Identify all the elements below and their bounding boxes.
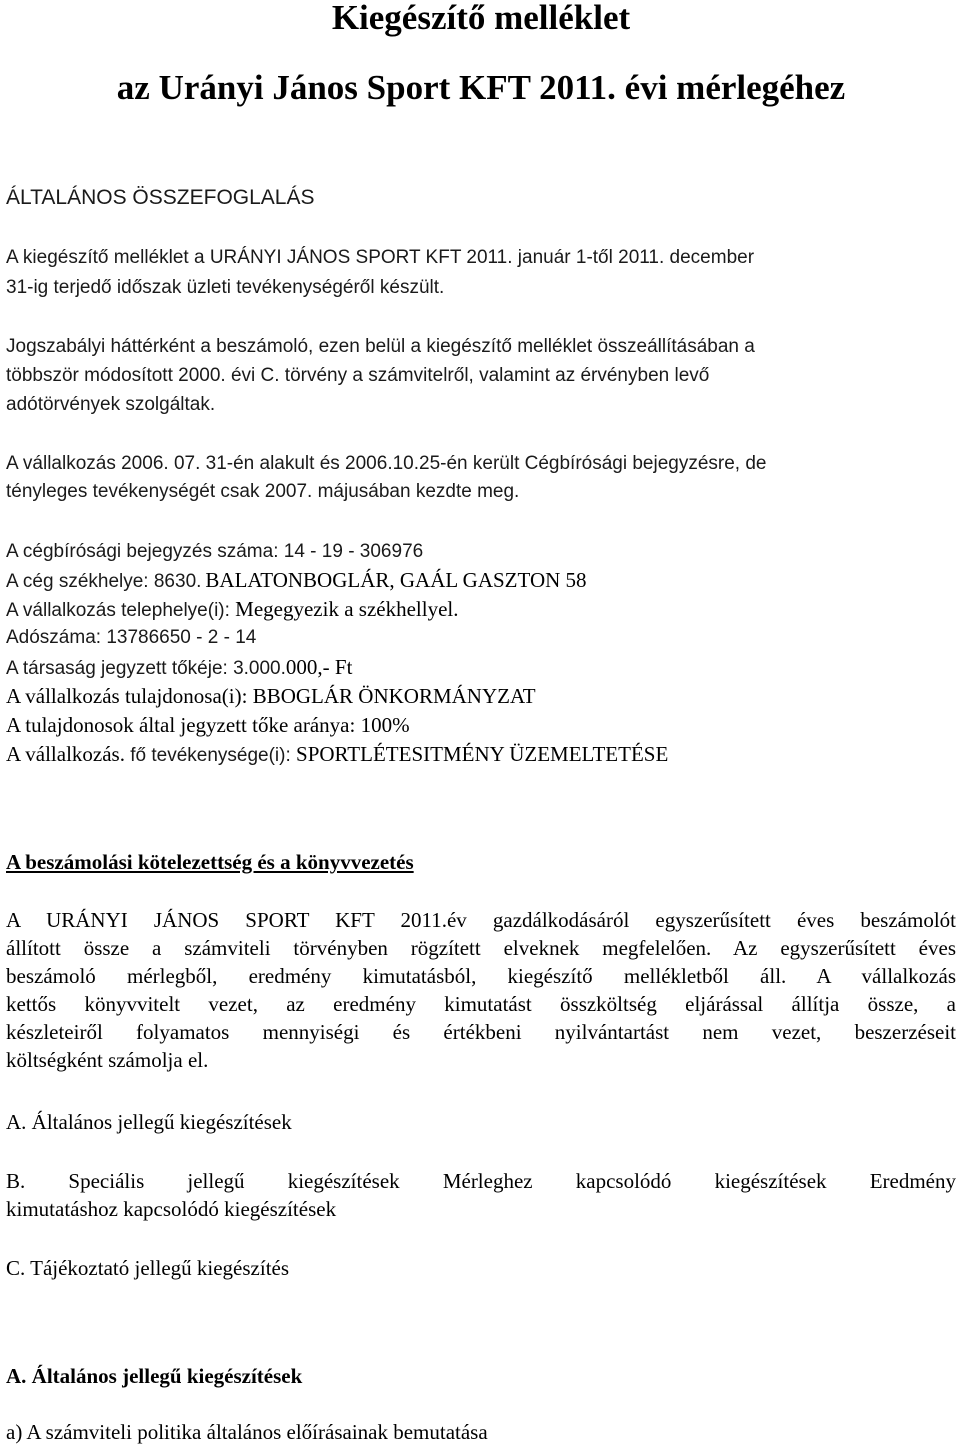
- obligation-paragraph: [6, 906, 956, 1074]
- site-value: Megegyezik a székhellyel.: [235, 597, 459, 621]
- legal-line-2: többször módosított 2000. évi C. törvény a számvitelről, valamint az érvényben levő: [6, 365, 710, 386]
- section-a-heading: A. Általános jellegű kiegészítések: [6, 1364, 303, 1388]
- tax-number: Adószáma: 13786650 - 2 - 14: [6, 627, 257, 648]
- owner-label: A vállalkozás tulajdonosa(i):: [6, 684, 253, 708]
- list-item-b: [6, 1167, 956, 1223]
- founding-line-1: A vállalkozás 2006. 07. 31-én alakult és 2006.10.25-én került Cégbírósági bejegyzésre, de: [6, 453, 767, 474]
- share-label: A tulajdonosok által jegyzett tőke aránya:: [6, 713, 361, 737]
- site-label: A vállalkozás telephelye(i):: [6, 600, 236, 621]
- capital-value: 000,- Ft: [285, 655, 353, 679]
- list-item-a: A. Általános jellegű kiegészítések: [6, 1110, 292, 1134]
- document-title-line1: Kiegészítő melléklet: [331, 0, 631, 37]
- activity-label: fő tevékenysége(i):: [130, 745, 297, 766]
- obligation-line: beszámoló mérlegből, eredmény kimutatásból, kiegészítő mellékletből áll. A vállalkozás: [6, 964, 956, 988]
- main-activity: [6, 740, 956, 771]
- obligation-line: állított össze a számviteli törvényben rögzített elveknek megfelelően. Az egyszerűsített éves: [6, 936, 956, 960]
- company-owner: [6, 682, 956, 713]
- founding-line-2: tényleges tevékenységét csak 2007. májusában kezdte meg.: [6, 481, 520, 502]
- section-a-sub-a: a) A számviteli politika általános előírásainak bemutatása: [6, 1420, 488, 1444]
- activity-value: SPORTLÉTESITMÉNY ÜZEMELTETÉSE: [296, 742, 669, 766]
- intro-line-1: A kiegészítő melléklet a URÁNYI JÁNOS SPORT KFT 2011. január 1-től 2011. december: [6, 247, 755, 268]
- obligation-line: készleteiről folyamatos mennyiségi és értékbeni nyilvántartást nem vezet, beszerzéseit: [6, 1020, 956, 1044]
- obligation-line: költségként számolja el.: [6, 1048, 209, 1072]
- list-item-c: C. Tájékoztató jellegű kiegészítés: [6, 1256, 290, 1280]
- company-seat: [6, 566, 956, 597]
- capital-label: A társaság jegyzett tőkéje: 3.000.: [6, 658, 286, 679]
- share-capital: [6, 653, 956, 684]
- activity-prefix: A vállalkozás.: [6, 742, 131, 766]
- legal-line-1: Jogszabályi háttérként a beszámoló, ezen belül a kiegészítő melléklet összeállításában a: [6, 336, 755, 357]
- obligation-line: kettős könyvvitelt vezet, az eredmény kimutatást összköltség eljárással állítja össze, a: [6, 992, 956, 1016]
- owner-value: BBOGLÁR ÖNKORMÁNYZAT: [252, 684, 536, 708]
- legal-line-3: adótörvények szolgáltak.: [6, 394, 216, 415]
- seat-address: BALATONBOGLÁR, GAÁL GASZTON 58: [205, 568, 587, 592]
- registry-number: A cégbírósági bejegyzés száma: 14 - 19 - 306976: [6, 541, 424, 562]
- company-site: [6, 595, 956, 626]
- general-summary-heading: ÁLTALÁNOS ÖSSZEFOGLALÁS: [6, 186, 315, 209]
- list-item-b-line1: B. Speciális jellegű kiegészítések Mérleghez kapcsolódó kiegészítések Eredmény: [6, 1169, 956, 1193]
- share-value: 100%: [360, 713, 410, 737]
- list-item-b-line2: kimutatáshoz kapcsolódó kiegészítések: [6, 1197, 337, 1221]
- obligation-heading: A beszámolási kötelezettség és a könyvvezetés: [6, 850, 414, 874]
- seat-label: A cég székhelye: 8630.: [6, 571, 202, 592]
- intro-line-2: 31-ig terjedő időszak üzleti tevékenységéről készült.: [6, 277, 445, 298]
- obligation-line: A URÁNYI JÁNOS SPORT KFT 2011.év gazdálkodásáról egyszerűsített éves beszámolót: [6, 908, 956, 932]
- owner-share: [6, 711, 956, 742]
- document-title-line2: az Urányi János Sport KFT 2011. évi mérlegéhez: [116, 68, 846, 107]
